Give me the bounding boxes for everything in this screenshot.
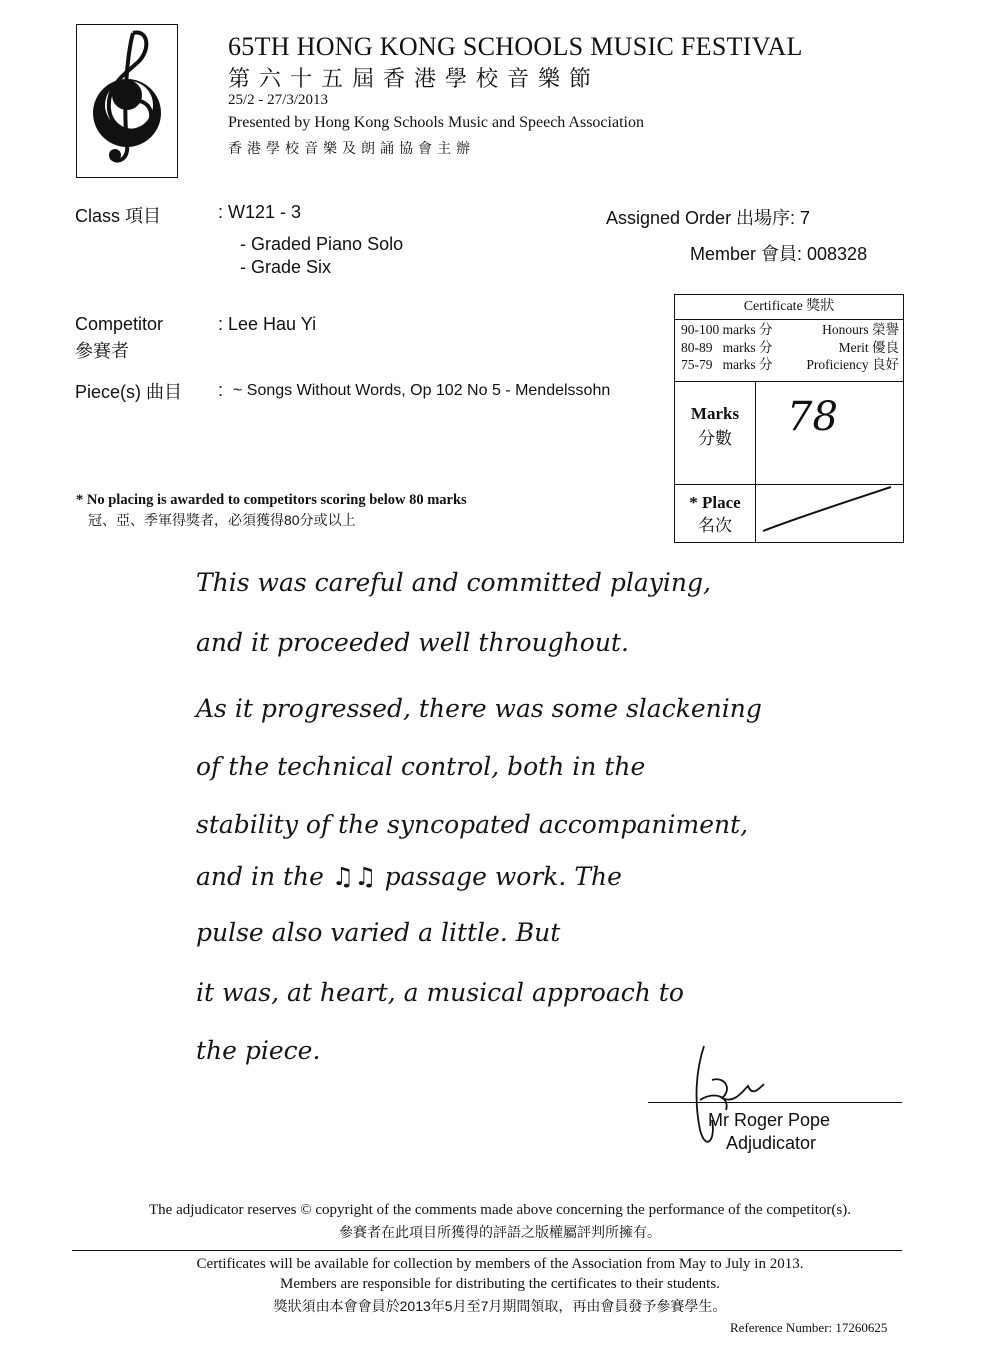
competitor-label: Competitor	[75, 314, 164, 334]
comment-line: stability of the syncopated accompaniment,	[196, 810, 749, 839]
certificate-box	[674, 294, 904, 543]
marks-label-zh: 分數	[698, 429, 732, 448]
mark-range: 80-89 marks 分	[681, 339, 773, 355]
marks-row	[675, 381, 903, 485]
distribution-notice: Members are responsible for distributing the certificates to their students.	[280, 1276, 720, 1292]
assigned-order: Assigned Order 出場序: 7	[606, 208, 811, 228]
certificate-title: Certificate 獎狀	[675, 295, 903, 320]
mark-range: 90-100 marks 分	[681, 322, 773, 337]
class-value: : W121 - 3	[218, 202, 302, 222]
award-name: Honours 榮譽	[822, 322, 899, 337]
footer-divider	[72, 1250, 902, 1251]
festival-logo	[76, 24, 178, 178]
piece-colon: :	[218, 380, 224, 400]
collection-notice: Certificates will be available for collection by members of the Association from May to July in 2013.	[196, 1256, 804, 1272]
certificate-row	[681, 321, 899, 339]
piece-label: Piece(s) 曲目	[75, 382, 183, 402]
adjudicator-title: Adjudicator	[726, 1133, 817, 1153]
signature-line	[648, 1102, 902, 1103]
place-label: * Place	[689, 493, 741, 512]
competitor-label-zh: 參賽者	[75, 341, 129, 361]
certificate-row	[681, 356, 899, 374]
festival-title-zh: 第六十五屆香港學校音樂節	[228, 66, 601, 91]
class-label: Class 項目	[75, 206, 162, 226]
reference-number: Reference Number: 17260625	[730, 1320, 888, 1335]
comment-line: and it proceeded well throughout.	[196, 628, 629, 657]
award-name: Merit 優良	[838, 339, 899, 355]
comment-line: it was, at heart, a musical approach to	[196, 978, 684, 1007]
place-strike-line	[759, 485, 899, 539]
comment-line: and in the ♫♫ passage work. The	[196, 862, 622, 891]
adjudicator-name: Mr Roger Pope	[708, 1110, 831, 1130]
presenter-zh: 香港學校音樂及朗誦協會主辦	[228, 142, 475, 157]
certificate-table	[681, 321, 899, 374]
comment-line: the piece.	[196, 1036, 321, 1065]
place-label-zh: 名次	[698, 516, 732, 535]
mark-range: 75-79 marks 分	[681, 357, 773, 372]
festival-dates: 25/2 - 27/3/2013	[228, 92, 328, 108]
class-grade: - Grade Six	[240, 257, 332, 277]
marks-label: Marks	[690, 404, 740, 423]
placing-note-zh: 冠、亞、季軍得獎者，必須獲得80分或以上	[88, 512, 356, 528]
comment-line: As it progressed, there was some slackening	[196, 694, 762, 723]
competitor-name: : Lee Hau Yi	[218, 314, 317, 334]
place-row	[675, 484, 903, 542]
member-number: Member 會員: 008328	[690, 244, 868, 264]
certificate-row	[681, 339, 899, 357]
comment-line: of the technical control, both in the	[196, 752, 646, 781]
copyright-notice: The adjudicator reserves © copyright of the comments made above concerning the performance of the competitor(s).	[149, 1202, 851, 1218]
placing-note: * No placing is awarded to competitors scoring below 80 marks	[76, 492, 467, 508]
comment-line: This was careful and committed playing,	[196, 568, 711, 597]
award-name: Proficiency 良好	[806, 357, 899, 372]
collection-notice-zh: 獎狀須由本會會員於2013年5月至7月期間領取，再由會員發予參賽學生。	[273, 1298, 727, 1314]
presenter: Presented by Hong Kong Schools Music and Speech Association	[228, 114, 644, 131]
marks-value: 78	[787, 394, 838, 440]
treble-clef-icon	[77, 25, 177, 177]
piece-value: ~ Songs Without Words, Op 102 No 5 - Mendelssohn	[233, 382, 611, 399]
copyright-notice-zh: 參賽者在此項目所獲得的評語之版權屬評判所擁有。	[339, 1224, 661, 1240]
festival-title: 65TH HONG KONG SCHOOLS MUSIC FESTIVAL	[228, 32, 803, 61]
class-subject: - Graded Piano Solo	[240, 234, 404, 254]
comment-line: pulse also varied a little. But	[196, 918, 561, 947]
